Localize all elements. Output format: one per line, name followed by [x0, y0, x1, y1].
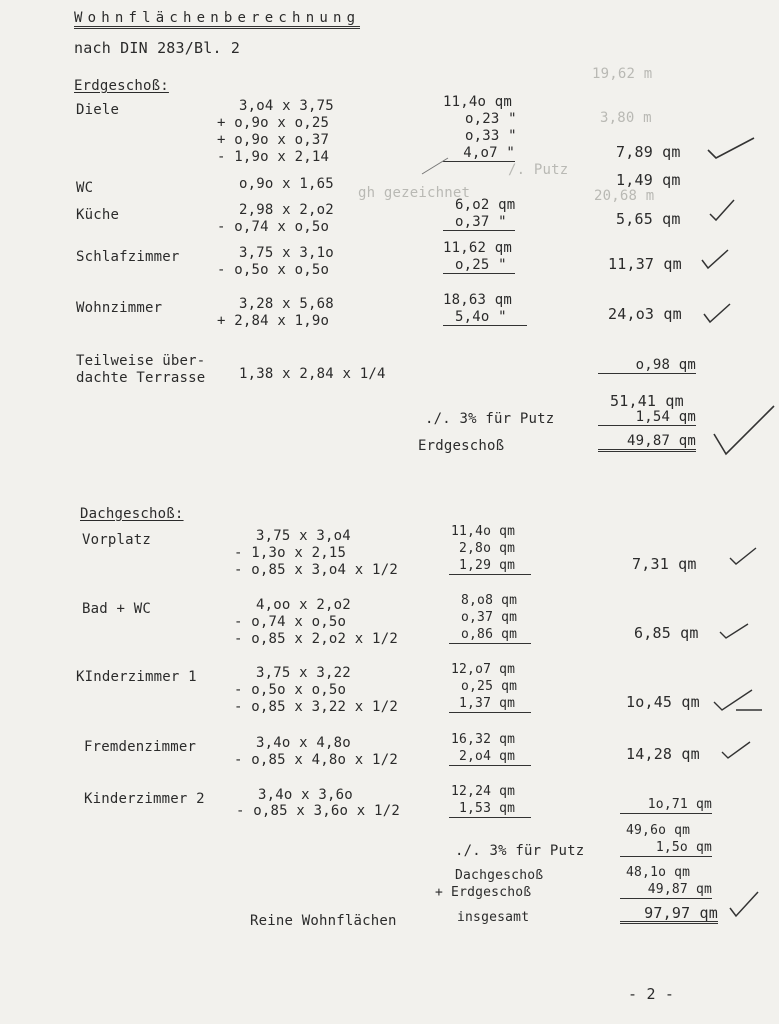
document-subtitle: nach DIN 283/Bl. 2	[74, 39, 241, 57]
sum-value: 49,6o qm	[626, 823, 691, 838]
room-total: 24,o3 qm	[608, 305, 682, 323]
partial-value: o,23 "	[465, 111, 517, 127]
check-mark-icon	[706, 136, 756, 162]
formula: - o,85 x 3,22 x 1/2	[234, 699, 398, 715]
formula: 3,4o x 3,6o	[258, 787, 353, 803]
final-value: 49,87 qm	[598, 433, 696, 452]
grand-total: 97,97 qm	[620, 905, 718, 924]
check-mark-icon	[718, 622, 750, 642]
room-total: 1,49 qm	[616, 171, 681, 189]
partial-value: o,25 "	[443, 257, 515, 274]
formula: 2,98 x 2,o2	[239, 202, 334, 218]
formula: 3,28 x 5,68	[239, 296, 334, 312]
room-total: 7,89 qm	[616, 143, 681, 161]
faint-mark: 3,80 m	[600, 110, 652, 126]
check-mark-icon	[728, 546, 758, 568]
putz-value: 1,5o qm	[620, 840, 712, 857]
room-label: Küche	[76, 207, 120, 223]
check-mark-icon	[728, 890, 760, 920]
formula: - o,85 x 3,6o x 1/2	[236, 803, 400, 819]
insgesamt-label: insgesamt	[457, 910, 530, 925]
room-total: 6,85 qm	[634, 624, 699, 642]
partial-value: o,25 qm	[461, 679, 518, 694]
section-heading-eg: Erdgeschoß:	[74, 78, 169, 94]
partial-value: 16,32 qm	[451, 732, 516, 747]
faint-mark: gh gezeichnet	[358, 185, 471, 201]
formula: - o,85 x 4,8o x 1/2	[234, 752, 398, 768]
faint-mark: 19,62 m	[592, 66, 653, 82]
dg-total: 48,1o qm	[626, 865, 691, 880]
room-total: 1o,45 qm	[626, 693, 700, 711]
sum-value: 51,41 qm	[610, 392, 684, 410]
formula: - 1,9o x 2,14	[217, 149, 330, 165]
check-mark-icon	[712, 688, 764, 714]
partial-value: 12,o7 qm	[451, 662, 516, 677]
check-mark-icon	[700, 246, 730, 272]
partial-value: 1,37 qm	[449, 696, 531, 713]
section-heading-dg: Dachgeschoß:	[80, 506, 184, 522]
room-label: Wohnzimmer	[76, 300, 163, 316]
partial-value: 1,53 qm	[449, 801, 531, 818]
partial-value: 5,4o "	[443, 309, 527, 326]
room-label: KInderzimmer 1	[76, 669, 197, 685]
formula: - o,85 x 2,o2 x 1/2	[234, 631, 398, 647]
partial-value: 2,8o qm	[459, 541, 516, 556]
formula: 3,4o x 4,8o	[256, 735, 351, 751]
room-total: 11,37 qm	[608, 255, 682, 273]
room-label: Bad + WC	[82, 601, 152, 617]
putz-label: ./. 3% für Putz	[425, 411, 555, 427]
partial-value: 2,o4 qm	[449, 749, 531, 766]
partial-value: 8,o8 qm	[461, 593, 518, 608]
formula: + o,9o x o,37	[217, 132, 330, 148]
partial-value: 11,4o qm	[443, 94, 513, 110]
page-number: - 2 -	[628, 985, 675, 1003]
partial-value: 18,63 qm	[443, 292, 513, 308]
putz-label: ./. 3% für Putz	[455, 843, 585, 859]
room-total: 5,65 qm	[616, 210, 681, 228]
eg-label: + Erdgeschoß	[435, 885, 532, 900]
partial-value: o,86 qm	[449, 627, 531, 644]
room-total: 7,31 qm	[632, 555, 697, 573]
formula: - o,74 x o,5o	[234, 614, 347, 630]
room-total: o,98 qm	[598, 357, 696, 374]
faint-mark: 20,68 m	[594, 188, 655, 204]
formula: - o,5o x o,5o	[217, 262, 330, 278]
formula: + o,9o x o,25	[217, 115, 330, 131]
room-label: WC	[76, 180, 94, 196]
formula: - o,85 x 3,o4 x 1/2	[234, 562, 398, 578]
room-total: 1o,71 qm	[620, 797, 712, 814]
formula: - o,74 x o,5o	[217, 219, 330, 235]
dg-label: Dachgeschoß	[455, 868, 544, 883]
room-label: Vorplatz	[82, 532, 152, 548]
room-label: Diele	[76, 102, 120, 118]
reine-label: Reine Wohnflächen	[250, 913, 397, 929]
putz-value: 1,54 qm	[598, 409, 696, 426]
partial-value: 1,29 qm	[449, 558, 531, 575]
room-label: Teilweise über-	[76, 353, 206, 369]
check-mark-icon	[708, 198, 738, 224]
check-mark-icon	[720, 740, 752, 762]
room-label: Schlafzimmer	[76, 249, 180, 265]
formula: o,9o x 1,65	[239, 176, 334, 192]
room-label: dachte Terrasse	[76, 370, 206, 386]
room-total: 14,28 qm	[626, 745, 700, 763]
partial-value: 4,o7 "	[443, 145, 515, 162]
eg-total: 49,87 qm	[620, 882, 712, 899]
formula: + 2,84 x 1,9o	[217, 313, 330, 329]
document-title: Wohnflächenberechnung	[74, 10, 360, 29]
room-label: Fremdenzimmer	[84, 739, 197, 755]
partial-value: 11,62 qm	[443, 240, 513, 256]
formula: 3,75 x 3,o4	[256, 528, 351, 544]
formula: 1,38 x 2,84 x 1/4	[239, 366, 386, 382]
check-mark-icon	[712, 404, 776, 456]
partial-value: o,33 "	[465, 128, 517, 144]
partial-value: o,37 "	[443, 214, 515, 231]
partial-value: 11,4o qm	[451, 524, 516, 539]
formula: 4,oo x 2,o2	[256, 597, 351, 613]
formula: 3,o4 x 3,75	[239, 98, 334, 114]
formula: 3,75 x 3,22	[256, 665, 351, 681]
formula: - 1,3o x 2,15	[234, 545, 347, 561]
faint-mark: /. Putz	[508, 162, 569, 178]
formula: 3,75 x 3,1o	[239, 245, 334, 261]
final-label: Erdgeschoß	[418, 438, 505, 454]
pencil-mark-icon	[420, 156, 450, 176]
check-mark-icon	[702, 300, 732, 326]
partial-value: 6,o2 qm	[455, 197, 516, 213]
room-label: Kinderzimmer 2	[84, 791, 205, 807]
formula: - o,5o x o,5o	[234, 682, 347, 698]
partial-value: 12,24 qm	[451, 784, 516, 799]
partial-value: o,37 qm	[461, 610, 518, 625]
